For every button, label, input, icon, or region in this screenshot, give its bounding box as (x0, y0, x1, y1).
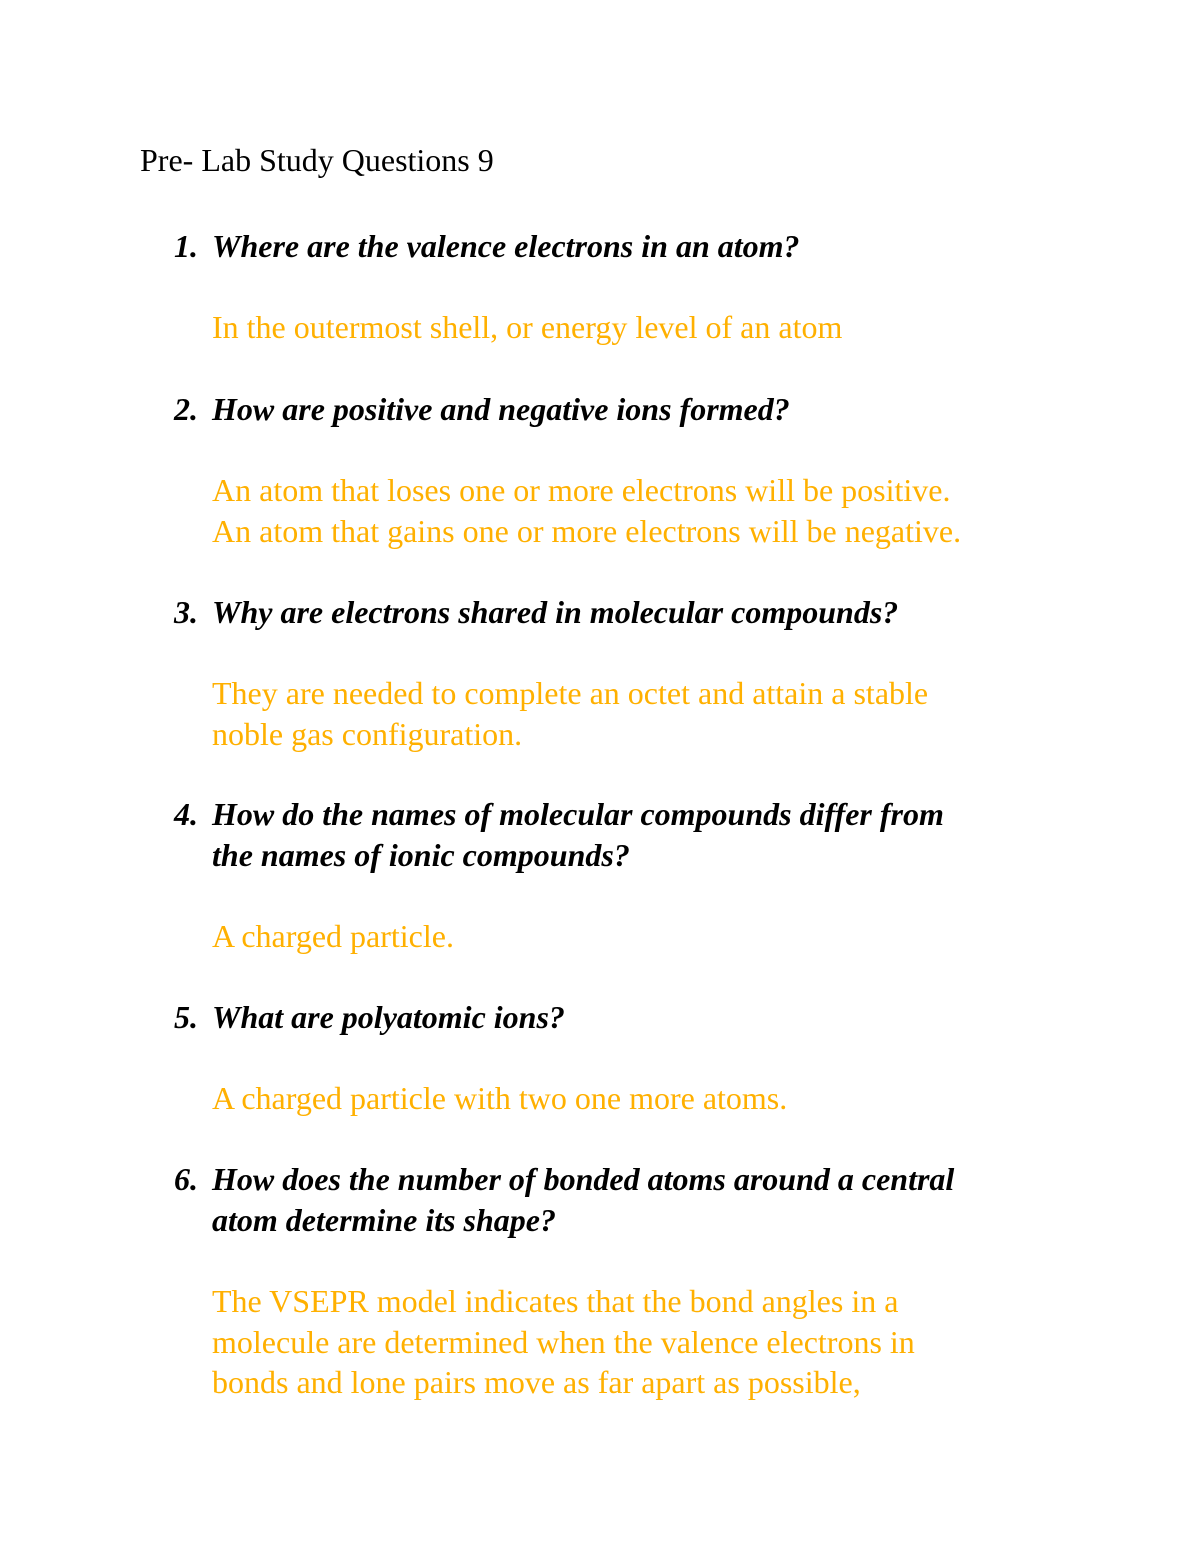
answer-5 (212, 1078, 1074, 1119)
question-text: atom determine its shape? (212, 1202, 556, 1238)
question-block-4 (174, 794, 1074, 957)
answer-2 (212, 470, 1074, 551)
question-block-2 (174, 389, 1074, 551)
answer-text: molecule are determined when the valence electrons in (212, 1323, 915, 1360)
question-block-5 (174, 997, 1074, 1119)
question-number: 5. (174, 999, 198, 1035)
answer-text: A charged particle. (212, 918, 454, 954)
question-4 (174, 794, 1074, 876)
answer-text: An atom that gains one or more electrons will be negative. (212, 512, 962, 549)
question-text: Where are the valence electrons in an atom? (212, 228, 800, 264)
answer-text: noble gas configuration. (212, 715, 523, 752)
question-2 (174, 389, 1074, 430)
question-number: 6. (174, 1161, 198, 1197)
question-block-3 (174, 592, 1074, 754)
answer-text: They are needed to complete an octet and attain a stable (212, 675, 929, 711)
question-text: How do the names of molecular compounds differ from (212, 796, 944, 832)
question-number: 1. (174, 228, 198, 264)
answer-1 (212, 307, 1074, 348)
question-number: 4. (174, 796, 198, 832)
page-title: Pre- Lab Study Questions 9 (140, 142, 494, 178)
answer-text: A charged particle with two one more atoms. (212, 1080, 788, 1116)
question-text: Why are electrons shared in molecular compounds? (212, 594, 899, 630)
question-text: How are positive and negative ions formed? (212, 391, 790, 427)
question-text: the names of ionic compounds? (212, 837, 630, 873)
question-block-6 (174, 1159, 1074, 1403)
answer-text: In the outermost shell, or energy level of an atom (212, 309, 843, 345)
question-3 (174, 592, 1074, 633)
question-1 (174, 226, 1074, 267)
question-5 (174, 997, 1074, 1038)
question-6 (174, 1159, 1074, 1241)
question-number: 2. (174, 391, 198, 427)
answer-text: bonds and lone pairs move as far apart as possible, (212, 1364, 861, 1400)
question-block-1 (174, 226, 1074, 348)
answer-4 (212, 916, 1074, 957)
answer-6 (212, 1281, 1074, 1403)
answer-text: An atom that loses one or more electrons will be positive. (212, 472, 951, 508)
answer-3 (212, 673, 1074, 754)
question-text: What are polyatomic ions? (212, 999, 565, 1035)
answer-text: The VSEPR model indicates that the bond angles in a (212, 1283, 899, 1319)
question-text: How does the number of bonded atoms around a central (212, 1161, 955, 1197)
question-number: 3. (174, 594, 198, 630)
